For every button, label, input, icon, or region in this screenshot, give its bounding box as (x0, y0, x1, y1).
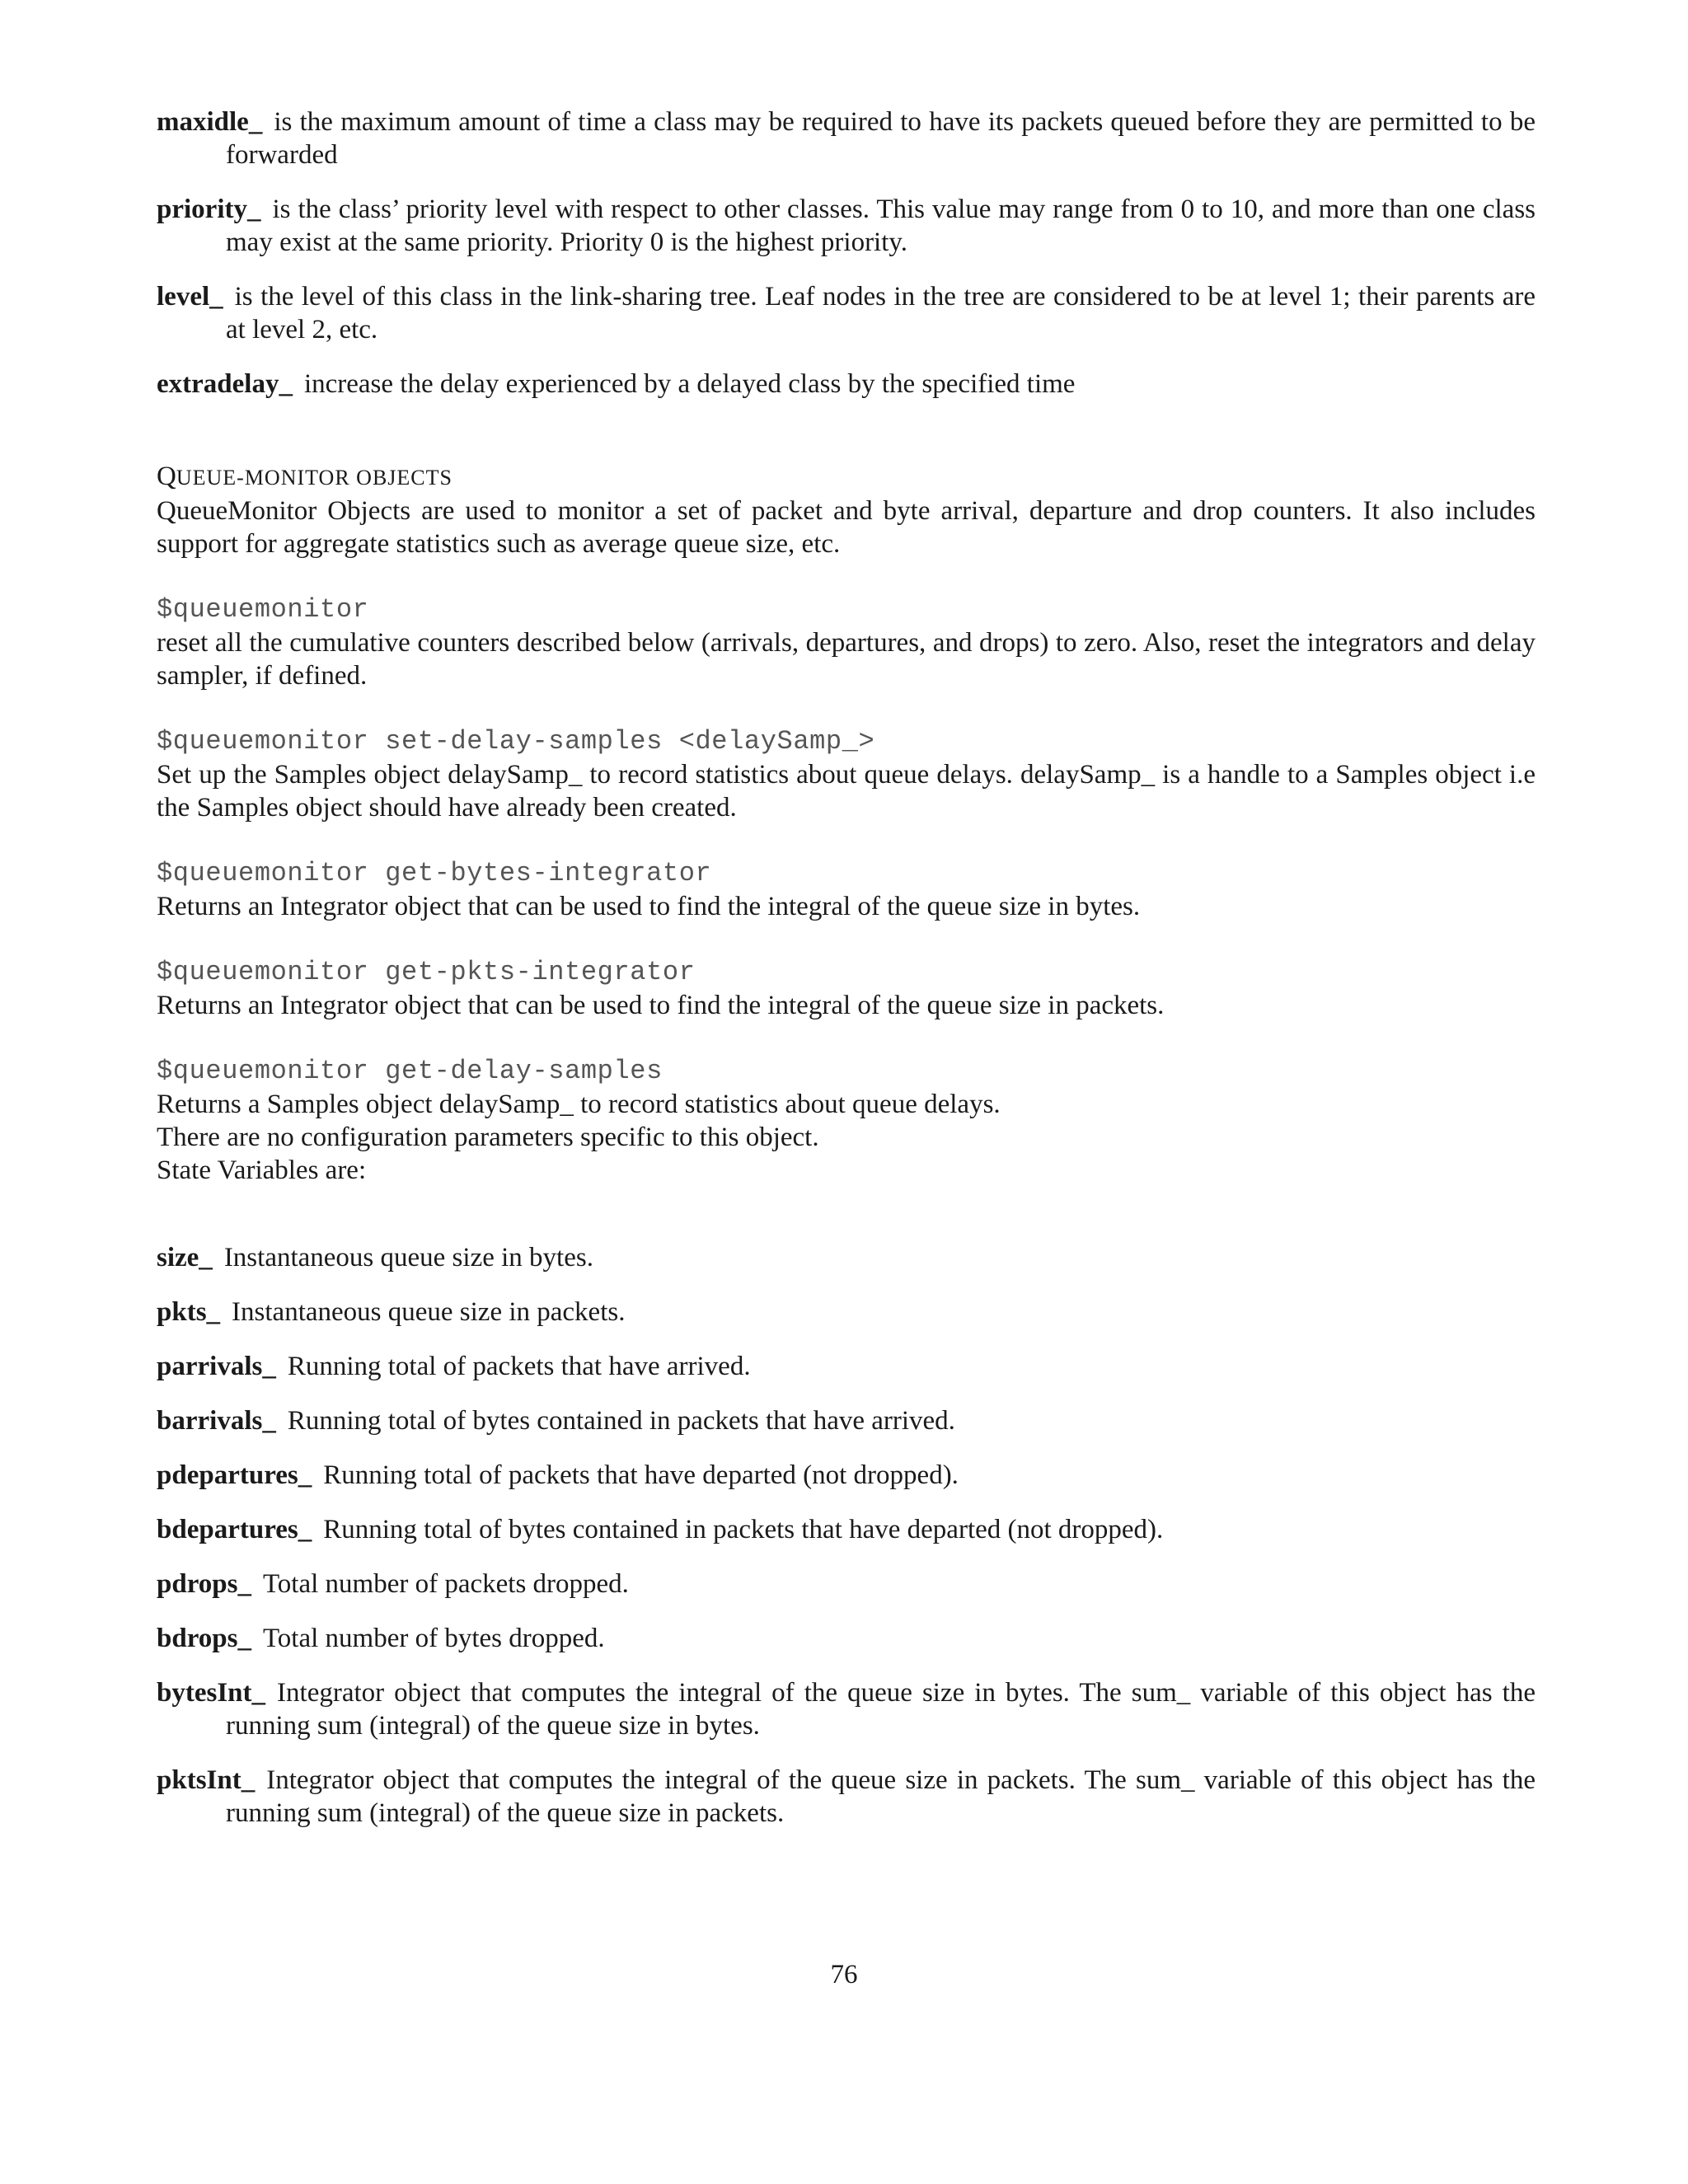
definition-text: is the level of this class in the link-sharing tree. Leaf nodes in the tree are considered to be at level 1; their parents are at level 2, etc. (226, 282, 1536, 344)
document-page (157, 105, 1536, 1851)
definition-text: Running total of bytes contained in packets that have arrived. (287, 1406, 955, 1436)
command-entry (157, 857, 1536, 923)
definition-term: bytesInt_ (157, 1678, 266, 1708)
definition-term: pdrops_ (157, 1569, 251, 1599)
definition-item (157, 193, 1536, 259)
definition-term: priority_ (157, 194, 261, 224)
definition-term: maxidle_ (157, 107, 263, 137)
command-description: Set up the Samples object delaySamp_ to record statistics about queue delays. delaySamp_ is a handle to a Samples object i.e the Samples object should have already been created. (157, 760, 1536, 823)
definition-text: Integrator object that computes the integral of the queue size in packets. The sum_ variable of this object has the running sum (integral) of the queue size in packets. (226, 1765, 1536, 1828)
definition-term: level_ (157, 282, 223, 312)
definition-item (157, 1676, 1536, 1742)
definition-term: barrivals_ (157, 1406, 276, 1436)
definition-item (157, 1568, 1536, 1601)
definition-item (157, 1296, 1536, 1329)
definition-text: Total number of bytes dropped. (262, 1624, 605, 1653)
definition-item (157, 1404, 1536, 1437)
definition-text: Instantaneous queue size in packets. (232, 1297, 626, 1327)
definition-term: parrivals_ (157, 1352, 276, 1381)
command-entry (157, 956, 1536, 1022)
class-parameter-list (157, 105, 1536, 401)
command-description: reset all the cumulative counters described below (arrivals, departures, and drops) to zero. Also, reset the integrators and delay sampler, if defined. (157, 628, 1536, 691)
section-intro: QueueMonitor Objects are used to monitor a set of packet and byte arrival, departure and drop counters. It also includes support for aggregate statistics such as average queue size, etc. (157, 496, 1536, 559)
definition-text: is the class’ priority level with respect to other classes. This value may range from 0 to 10, and more than one class may exist at the same priority. Priority 0 is the highest priority. (226, 194, 1536, 257)
command-entry (157, 1055, 1536, 1121)
state-variable-list (157, 1241, 1536, 1830)
state-variables-label: State Variables are: (157, 1155, 367, 1185)
command-description: Returns an Integrator object that can be used to find the integral of the queue size in packets. (157, 991, 1165, 1020)
definition-text: Integrator object that computes the integral of the queue size in bytes. The sum_ variable of this object has the running sum (integral) of the queue size in bytes. (226, 1678, 1536, 1741)
definition-term: bdepartures_ (157, 1515, 312, 1544)
definition-text: Running total of bytes contained in packets that have departed (not dropped). (323, 1515, 1164, 1544)
definition-item (157, 368, 1536, 401)
definition-term: extradelay_ (157, 369, 293, 399)
definition-term: bdrops_ (157, 1624, 251, 1653)
definition-text: is the maximum amount of time a class may be required to have its packets queued before they are permitted to be forwarded (226, 107, 1536, 170)
definition-term: pdepartures_ (157, 1460, 312, 1490)
definition-term: pkts_ (157, 1297, 221, 1327)
definition-item (157, 280, 1536, 346)
definition-text: increase the delay experienced by a delayed class by the specified time (303, 369, 1076, 399)
section-heading-initial: Q (157, 462, 176, 491)
definition-item (157, 105, 1536, 171)
definition-text: Running total of packets that have departed (not dropped). (323, 1460, 959, 1490)
definition-item (157, 1459, 1536, 1492)
definition-text: Running total of packets that have arrived. (287, 1352, 751, 1381)
definition-item (157, 1513, 1536, 1546)
definition-item (157, 1622, 1536, 1655)
command-code: $queuemonitor get-delay-samples (157, 1056, 663, 1086)
command-entry (157, 725, 1536, 824)
section-heading (157, 460, 1536, 494)
command-code: $queuemonitor set-delay-samples <delaySamp_> (157, 726, 875, 757)
command-code: $queuemonitor (157, 594, 369, 625)
page-number: 76 (830, 1960, 858, 1990)
definition-text: Total number of packets dropped. (262, 1569, 629, 1599)
definition-item (157, 1241, 1536, 1274)
config-note: There are no configuration parameters specific to this object. (157, 1122, 819, 1152)
definition-item (157, 1350, 1536, 1383)
definition-term: pktsInt_ (157, 1765, 256, 1795)
command-code: $queuemonitor get-pkts-integrator (157, 957, 696, 987)
definition-text: Instantaneous queue size in bytes. (223, 1243, 593, 1272)
command-description: Returns a Samples object delaySamp_ to record statistics about queue delays. (157, 1090, 1001, 1119)
section-heading-rest: UEUE-MONITOR OBJECTS (176, 466, 452, 490)
command-entry (157, 593, 1536, 692)
command-code: $queuemonitor get-bytes-integrator (157, 858, 712, 888)
command-description: Returns an Integrator object that can be used to find the integral of the queue size in bytes. (157, 892, 1141, 921)
definition-term: size_ (157, 1243, 213, 1272)
definition-item (157, 1764, 1536, 1830)
